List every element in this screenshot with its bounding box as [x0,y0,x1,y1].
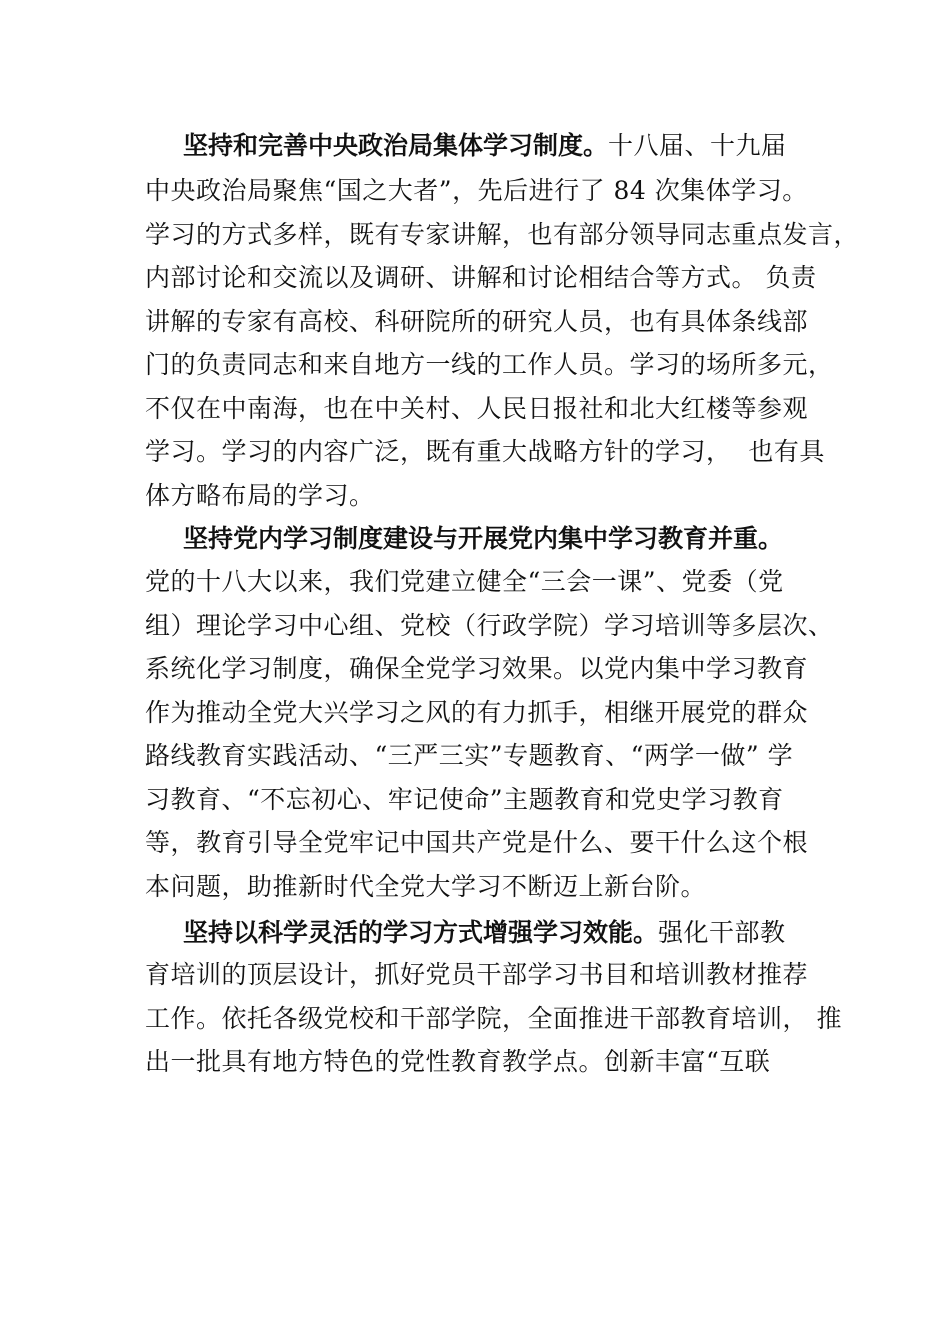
paragraph-1-line-6: 门的负责同志和来自地方一线的工作人员。学习的场所多元， [145,350,834,379]
paragraph-3-line-4: 出一批具有地方特色的党性教育教学点。创新丰富“互联 [145,1047,771,1076]
paragraph-1-line-2: 中央政治局聚焦“国之大者”，先后进行了 84 次集体学习。 [145,176,808,205]
paragraph-1-line-7: 不仅在中南海，也在中关村、人民日报社和北大红楼等参观 [145,394,809,423]
paragraph-3-line-1: 强化干部教 [658,918,786,947]
paragraph-1-line-4: 内部讨论和交流以及调研、讲解和讨论相结合等方式。 负责 [145,263,817,292]
paragraph-2-line-3: 组）理论学习中心组、党校（行政学院）学习培训等多层次、 [145,611,834,640]
paragraph-2-line-4: 系统化学习制度，确保全党学习效果。以党内集中学习教育 [145,654,809,683]
paragraph-2-line-9: 本问题，助推新时代全党大学习不断迈上新台阶。 [145,872,707,901]
paragraph-3-first-line [183,918,786,948]
paragraph-2-line-8: 等，教育引导全党牢记中国共产党是什么、要干什么这个根 [145,828,809,857]
paragraph-1-line-3: 学习的方式多样，既有专家讲解，也有部分领导同志重点发言， [145,220,860,249]
paragraph-3-heading: 坚持以科学灵活的学习方式增强学习效能。 [183,918,659,947]
paragraph-1-line-5: 讲解的专家有高校、科研院所的研究人员，也有具体条线部 [145,307,809,336]
paragraph-2-line-5: 作为推动全党大兴学习之风的有力抓手，相继开展党的群众 [145,698,809,727]
paragraph-1-line-8: 学习。学习的内容广泛，既有重大战略方针的学习， 也有具 [145,437,825,466]
paragraph-3-line-3: 工作。依托各级党校和干部学院，全面推进干部教育培训， 推 [145,1004,842,1033]
paragraph-3-line-2: 育培训的顶层设计，抓好党员干部学习书目和培训教材推荐 [145,960,809,989]
paragraph-2-line-6: 路线教育实践活动、“三严三实”专题教育、“两学一做” 学 [145,741,794,770]
paragraph-2-first-line [183,524,783,554]
paragraph-1-line-1: 十八届、十九届 [608,131,787,160]
paragraph-2-line-2: 党的十八大以来，我们党建立健全“三会一课”、党委（党 [145,567,784,596]
paragraph-1-line-9: 体方略布局的学习。 [145,481,375,510]
paragraph-1-heading: 坚持和完善中央政治局集体学习制度。 [183,131,609,160]
paragraph-2-heading: 坚持党内学习制度建设与开展党内集中学习教育并重。 [183,524,784,553]
paragraph-1-first-line [183,131,787,161]
paragraph-2-line-7: 习教育、“不忘初心、牢记使命”主题教育和党史学习教育 [145,785,784,814]
